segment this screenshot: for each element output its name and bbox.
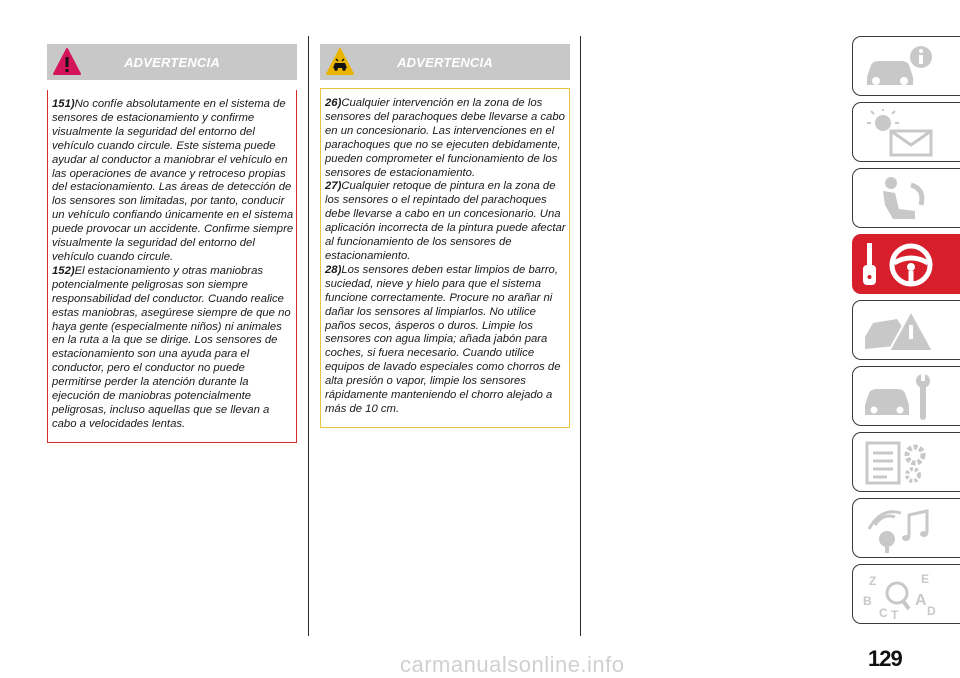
left-warning-content <box>47 90 297 443</box>
item-number: 27) <box>325 180 342 193</box>
spec-sheet-gears-icon <box>861 439 941 487</box>
item-text: Cualquier retoque de pintura en la zona de los sensores o el repintado del parachoques debe llevarse a cabo en un concesionario. Una aplicación incorrecta de la pintura puede afectar al funcionamiento de los sensores de estacionamiento. <box>325 180 566 262</box>
item-text: El estacionamiento y otras maniobras potencialmente peligrosas son siempre responsabilidad del conductor. Cuando realice estas maniobras, asegúrese siempre de que no haya gente (especialmente niños) ni animales en la ruta a la que se dirige. Los sensores de estacionamiento son una ayuda para el conductor, pero el conductor no puede permitirse perder la atención durante la ejecución de maniobras potencialmente peligrosas, incluso aquellas que se llevan a cabo a velocidades lentas. <box>52 264 291 430</box>
car-wrench-icon <box>861 373 941 421</box>
item-text: Los sensores deben estar limpios de barro, suciedad, nieve y hielo para que el sistema funcione correctamente. Procure no arañar ni dañar los sensores al limpiarlos. No utilice paños secos, ásperos o duros. Limpie los sensores con agua limpia; añada jabón para coches, si fuera necesario. Cuando utilice equipos de lavado especiales como chorros de alta presión o vapor, limpie los sensores rápidamente manteniendo el chorro alejado a más de 10 cm. <box>325 263 561 415</box>
warning-item-26 <box>325 97 567 180</box>
tab-car-info[interactable] <box>852 36 960 96</box>
warning-item-151 <box>52 98 294 265</box>
item-text: Cualquier intervención en la zona de los sensores del parachoques debe llevarse a cabo en un concesionario. Las intervenciones en el parachoques que no se ejecuten debidamente, pueden comprometer el funcionamiento de los sensores de estacionamiento. <box>325 97 565 179</box>
watermark: carmanualsonline.info <box>400 652 625 677</box>
item-number: 151) <box>52 98 75 110</box>
svg-text:T: T <box>891 608 899 619</box>
left-warning-title: ADVERTENCIA <box>124 55 220 70</box>
key-steering-wheel-icon <box>861 241 941 289</box>
warning-lights-message-icon <box>861 109 941 157</box>
column-divider <box>308 36 309 636</box>
column-divider <box>580 36 581 636</box>
svg-text:B: B <box>863 594 872 608</box>
right-warning-title: ADVERTENCIA <box>397 55 493 70</box>
svg-text:A: A <box>915 592 927 609</box>
tab-index[interactable] <box>852 564 960 624</box>
alphabetical-index-search-icon <box>861 571 941 619</box>
svg-text:C: C <box>879 606 888 619</box>
tab-emergency[interactable] <box>852 300 960 360</box>
tab-warning-lights[interactable] <box>852 102 960 162</box>
svg-text:Z: Z <box>869 574 877 588</box>
item-number: 152) <box>52 264 75 277</box>
warning-item-28 <box>325 264 567 417</box>
multimedia-music-icon <box>861 505 941 553</box>
left-warning-header <box>47 44 297 80</box>
tab-multimedia[interactable] <box>852 498 960 558</box>
warning-item-152 <box>52 265 294 432</box>
tab-starting-driving[interactable] <box>852 234 960 294</box>
item-text: No confíe absolutamente en el sistema de sensores de estacionamiento y confirme visualmente la seguridad del entorno del vehículo cuando circule. Este sistema puede ayudar al conductor a maniobrar el vehículo en las operaciones de avance y retroceso propias del estacionamiento. Las áreas de detección de los sensores son limitadas, por tanto, conducir un vehículo confiando únicamente en el sistema puede provocar un accidente. Confirme siempre visualmente la seguridad del entorno del vehículo cuando circule. <box>52 98 294 263</box>
item-number: 28) <box>325 263 342 276</box>
car-info-icon <box>861 43 941 91</box>
warning-item-27 <box>325 180 567 263</box>
page-number: 129 <box>868 646 902 671</box>
right-warning-content <box>320 88 570 428</box>
svg-text:E: E <box>921 572 930 586</box>
left-warning-block <box>47 44 297 443</box>
right-warning-block <box>320 44 570 428</box>
car-accident-warning-icon <box>861 307 941 355</box>
tab-safety[interactable] <box>852 168 960 228</box>
svg-text:D: D <box>927 604 936 618</box>
seat-airbag-icon <box>861 175 941 223</box>
item-number: 26) <box>325 97 342 109</box>
tab-maintenance[interactable] <box>852 366 960 426</box>
tab-technical-data[interactable] <box>852 432 960 492</box>
right-warning-header <box>320 44 570 80</box>
